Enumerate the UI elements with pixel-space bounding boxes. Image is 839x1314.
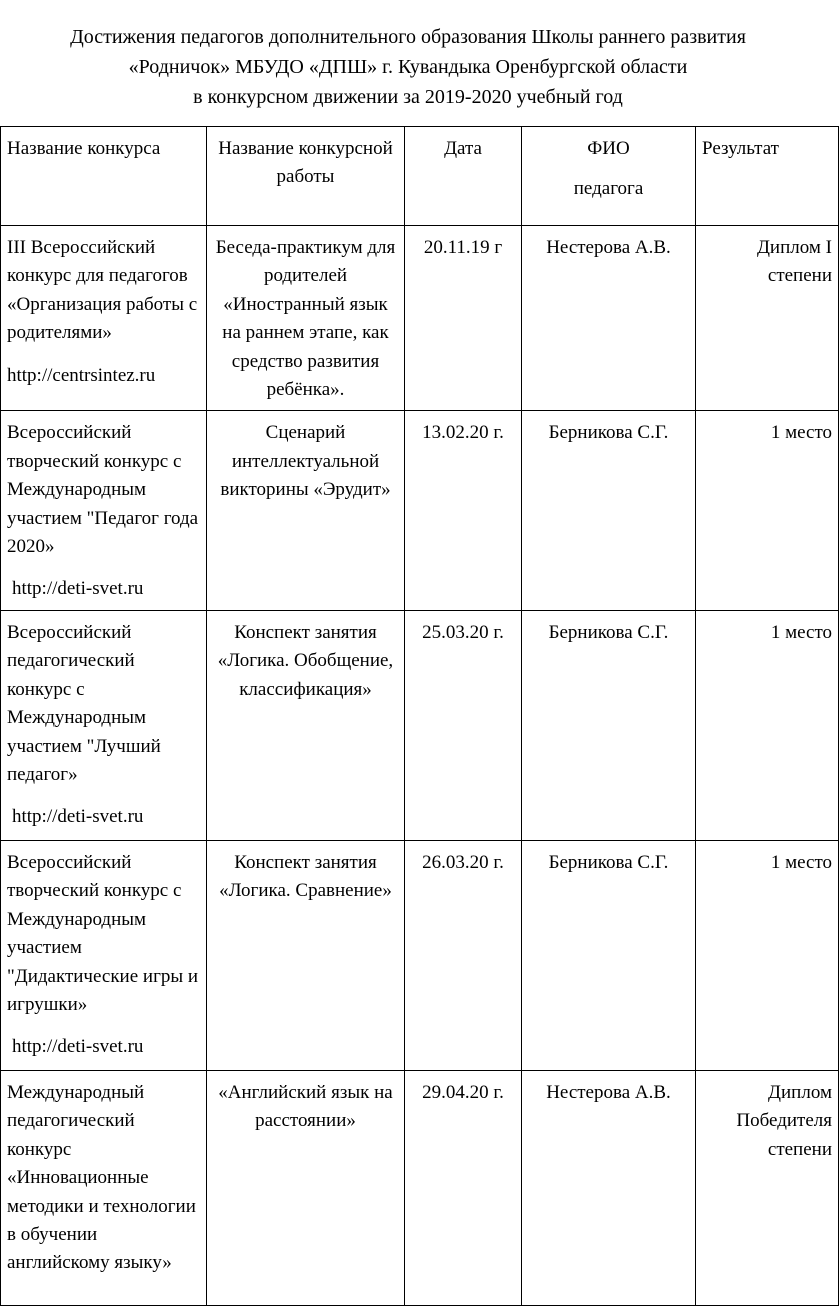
work-cell: Конспект занятия «Логика. Обобщение, классификация» xyxy=(207,610,405,840)
table-row xyxy=(1,411,839,610)
contest-name: Всероссийский творческий конкурс с Международным участием "Дидактические игры и игрушки» xyxy=(7,851,199,1015)
contest-name: III Всероссийский конкурс для педагогов «Организация работы с родителями» xyxy=(7,237,198,344)
title-line-1: Достижения педагогов дополнительного образования Школы раннего развития xyxy=(70,26,746,48)
teacher-cell: Нестерова А.В. xyxy=(522,1070,696,1305)
teacher-cell: Нестерова А.В. xyxy=(522,226,696,411)
result-cell xyxy=(696,610,839,840)
table-row xyxy=(1,840,839,1070)
result-line: 1 место xyxy=(770,422,832,444)
date-cell: 13.02.20 г. xyxy=(405,411,522,610)
work-cell: «Английский язык на расстоянии» xyxy=(207,1070,405,1305)
result-cell xyxy=(696,840,839,1070)
result-line: Диплом I xyxy=(756,237,832,258)
contest-cell xyxy=(1,610,207,840)
date-cell: 29.04.20 г. xyxy=(405,1070,522,1305)
contest-cell xyxy=(1,840,207,1070)
result-line: Диплом xyxy=(768,1081,832,1103)
work-cell: Конспект занятия «Логика. Сравнение» xyxy=(207,840,405,1070)
result-line: степени xyxy=(767,265,832,287)
table-row xyxy=(1,226,839,411)
title-line-3: в конкурсном движении за 2019-2020 учебный год xyxy=(193,86,623,108)
teacher-cell: Берникова С.Г. xyxy=(522,840,696,1070)
table-header-row xyxy=(1,127,839,226)
date-cell: 26.03.20 г. xyxy=(405,840,522,1070)
contest-url: http://deti-svet.ru xyxy=(12,806,144,828)
result-cell xyxy=(696,226,839,411)
result-line: степени xyxy=(767,1138,832,1160)
contest-cell xyxy=(1,226,207,411)
header-teacher-line1: ФИО xyxy=(587,138,630,159)
contest-name: Всероссийский творческий конкурс с Международным участием "Педагог года 2020» xyxy=(7,422,199,558)
result-line: Победителя xyxy=(736,1110,832,1132)
table-row xyxy=(1,610,839,840)
date-cell: 20.11.19 г xyxy=(405,226,522,411)
header-result: Результат xyxy=(696,127,839,226)
achievements-table xyxy=(0,126,839,1306)
contest-url: http://deti-svet.ru xyxy=(12,1036,144,1058)
document-title xyxy=(0,22,816,112)
title-line-2: «Родничок» МБУДО «ДПШ» г. Кувандыка Оренбургской области xyxy=(128,56,688,78)
header-teacher-line2: педагога xyxy=(573,178,644,200)
result-line: 1 место xyxy=(770,621,832,643)
contest-url: http://deti-svet.ru xyxy=(12,578,144,600)
result-line: 1 место xyxy=(770,851,832,873)
result-cell xyxy=(696,411,839,610)
contest-name: Международный педагогический конкурс «Инновационные методики и технологии в обучении английскому языку» xyxy=(7,1081,196,1274)
contest-cell xyxy=(1,411,207,610)
contest-cell xyxy=(1,1070,207,1305)
teacher-cell: Берникова С.Г. xyxy=(522,610,696,840)
header-date: Дата xyxy=(405,127,522,226)
header-work: Название конкурсной работы xyxy=(207,127,405,226)
table-row xyxy=(1,1070,839,1305)
contest-url: http://centrsintez.ru xyxy=(7,364,156,386)
header-contest: Название конкурса xyxy=(1,127,207,226)
date-cell: 25.03.20 г. xyxy=(405,610,522,840)
header-teacher xyxy=(522,127,696,226)
work-cell: Беседа-практикум для родителей «Иностранный язык на раннем этапе, как средство развития ребёнка». xyxy=(207,226,405,411)
teacher-cell: Берникова С.Г. xyxy=(522,411,696,610)
contest-name: Всероссийский педагогический конкурс с Международным участием "Лучший педагог» xyxy=(7,621,161,785)
result-cell xyxy=(696,1070,839,1305)
work-cell: Сценарий интеллектуальной викторины «Эрудит» xyxy=(207,411,405,610)
